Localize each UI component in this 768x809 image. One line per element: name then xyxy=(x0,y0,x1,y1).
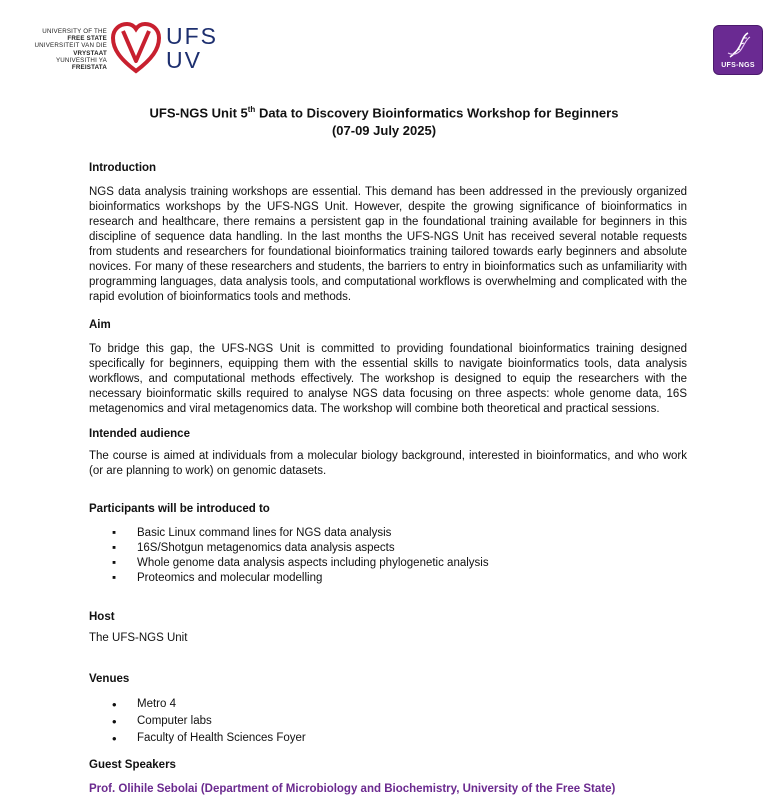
section-heading: Venues xyxy=(89,673,130,685)
host-text: The UFS-NGS Unit xyxy=(89,632,188,644)
list-item: ▪ Whole genome data analysis aspects including phylogenetic analysis xyxy=(89,556,687,571)
dna-helix-icon xyxy=(714,29,762,63)
aim-text: To bridge this gap, the UFS-NGS Unit is committed to providing foundational bioinformatics training designed specifically for beginners, equipping them with the essential skills to navigate bioinformatics tools, data analysis workflows, and computational methods effectively. The workshop is designed to equip the researchers with the necessary bioinformatic skills required to analyse NGS data focusing on three aspects: whole genome data, 16S metagenomics and viral metagenomics data. The workshop will combine both theoretical and practical sessions. xyxy=(89,343,687,415)
list-item: • Computer labs xyxy=(89,713,687,730)
wordmark-bottom: UV xyxy=(166,47,202,73)
title-line1-post: Data to Discovery Bioinformatics Workshop for Beginners xyxy=(255,105,619,121)
list-item: • Metro 4 xyxy=(89,696,687,713)
university-line: FREISTATA xyxy=(71,64,107,72)
title-dates: (07-09 July 2025) xyxy=(331,123,437,139)
title-line1-pre: UFS-NGS Unit 5 xyxy=(149,105,248,121)
guest-speakers-section xyxy=(89,757,687,797)
badge-label: UFS-NGS xyxy=(721,62,755,69)
section-heading: Guest Speakers xyxy=(89,759,176,771)
audience-text: The course is aimed at individuals from a molecular biology background, interested in bioinformatics, and who work (or are planning to work) on genomic datasets. xyxy=(89,450,687,477)
section-heading: Participants will be introduced to xyxy=(89,503,270,515)
document-header xyxy=(0,0,768,90)
ufs-wordmark xyxy=(166,24,218,72)
venues-section xyxy=(89,671,687,747)
university-line: VRYSTAAT xyxy=(73,49,107,57)
section-heading: Introduction xyxy=(89,162,157,174)
speaker-name: Prof. Olihile Sebolai (Department of Microbiology and Biochemistry, University of the Free State) xyxy=(89,783,616,795)
list-item: ▪ Proteomics and molecular modelling xyxy=(89,571,687,586)
section-heading: Aim xyxy=(89,319,111,331)
university-line: FREE STATE xyxy=(67,35,107,43)
introduction-text: NGS data analysis training workshops are essential. This demand has been addressed in the previously organized bioinformatics workshops by the UFS-NGS Unit. However, despite the growing significance of bioinformatics in research and healthcare, there remains a persistent gap in the foundational training available for beginners in this discipline of sequence data handling. In the last months the UFS-NGS Unit has received several notable requests from students and researchers for foundational bioinformatics training tailored towards early beginners and absolute novices. For many of these researchers and students, the barriers to entry in bioinformatics such as unfamiliarity with programming languages, data analysis tools, and computational workflows is overwhelming and complicated with the rapid evolution of bioinformatics tools and methods. xyxy=(89,186,687,303)
venues-list xyxy=(89,696,687,747)
aim-section xyxy=(89,317,687,417)
wordmark-top: UFS xyxy=(166,23,218,49)
ufs-ngs-badge xyxy=(714,26,762,74)
introduction-section xyxy=(89,160,687,305)
audience-section xyxy=(89,426,687,479)
university-line: YUNIVESITHI YA xyxy=(55,56,107,64)
heart-shield-logo-icon xyxy=(110,21,162,75)
section-heading: Host xyxy=(89,611,115,623)
participants-section xyxy=(89,501,687,586)
host-section xyxy=(89,609,687,646)
list-item: ▪ 16S/Shotgun metagenomics data analysis aspects xyxy=(89,541,687,556)
university-line: UNIVERSITY OF THE xyxy=(42,28,107,35)
document-title xyxy=(0,101,768,140)
title-ordinal: th xyxy=(247,105,256,114)
topics-list xyxy=(89,526,687,586)
university-line: UNIVERSITEIT VAN DIE xyxy=(34,42,107,50)
section-heading: Intended audience xyxy=(89,428,190,440)
university-name-block xyxy=(20,28,107,71)
list-item: ▪ Basic Linux command lines for NGS data analysis xyxy=(89,526,687,541)
list-item: • Faculty of Health Sciences Foyer xyxy=(89,730,687,747)
